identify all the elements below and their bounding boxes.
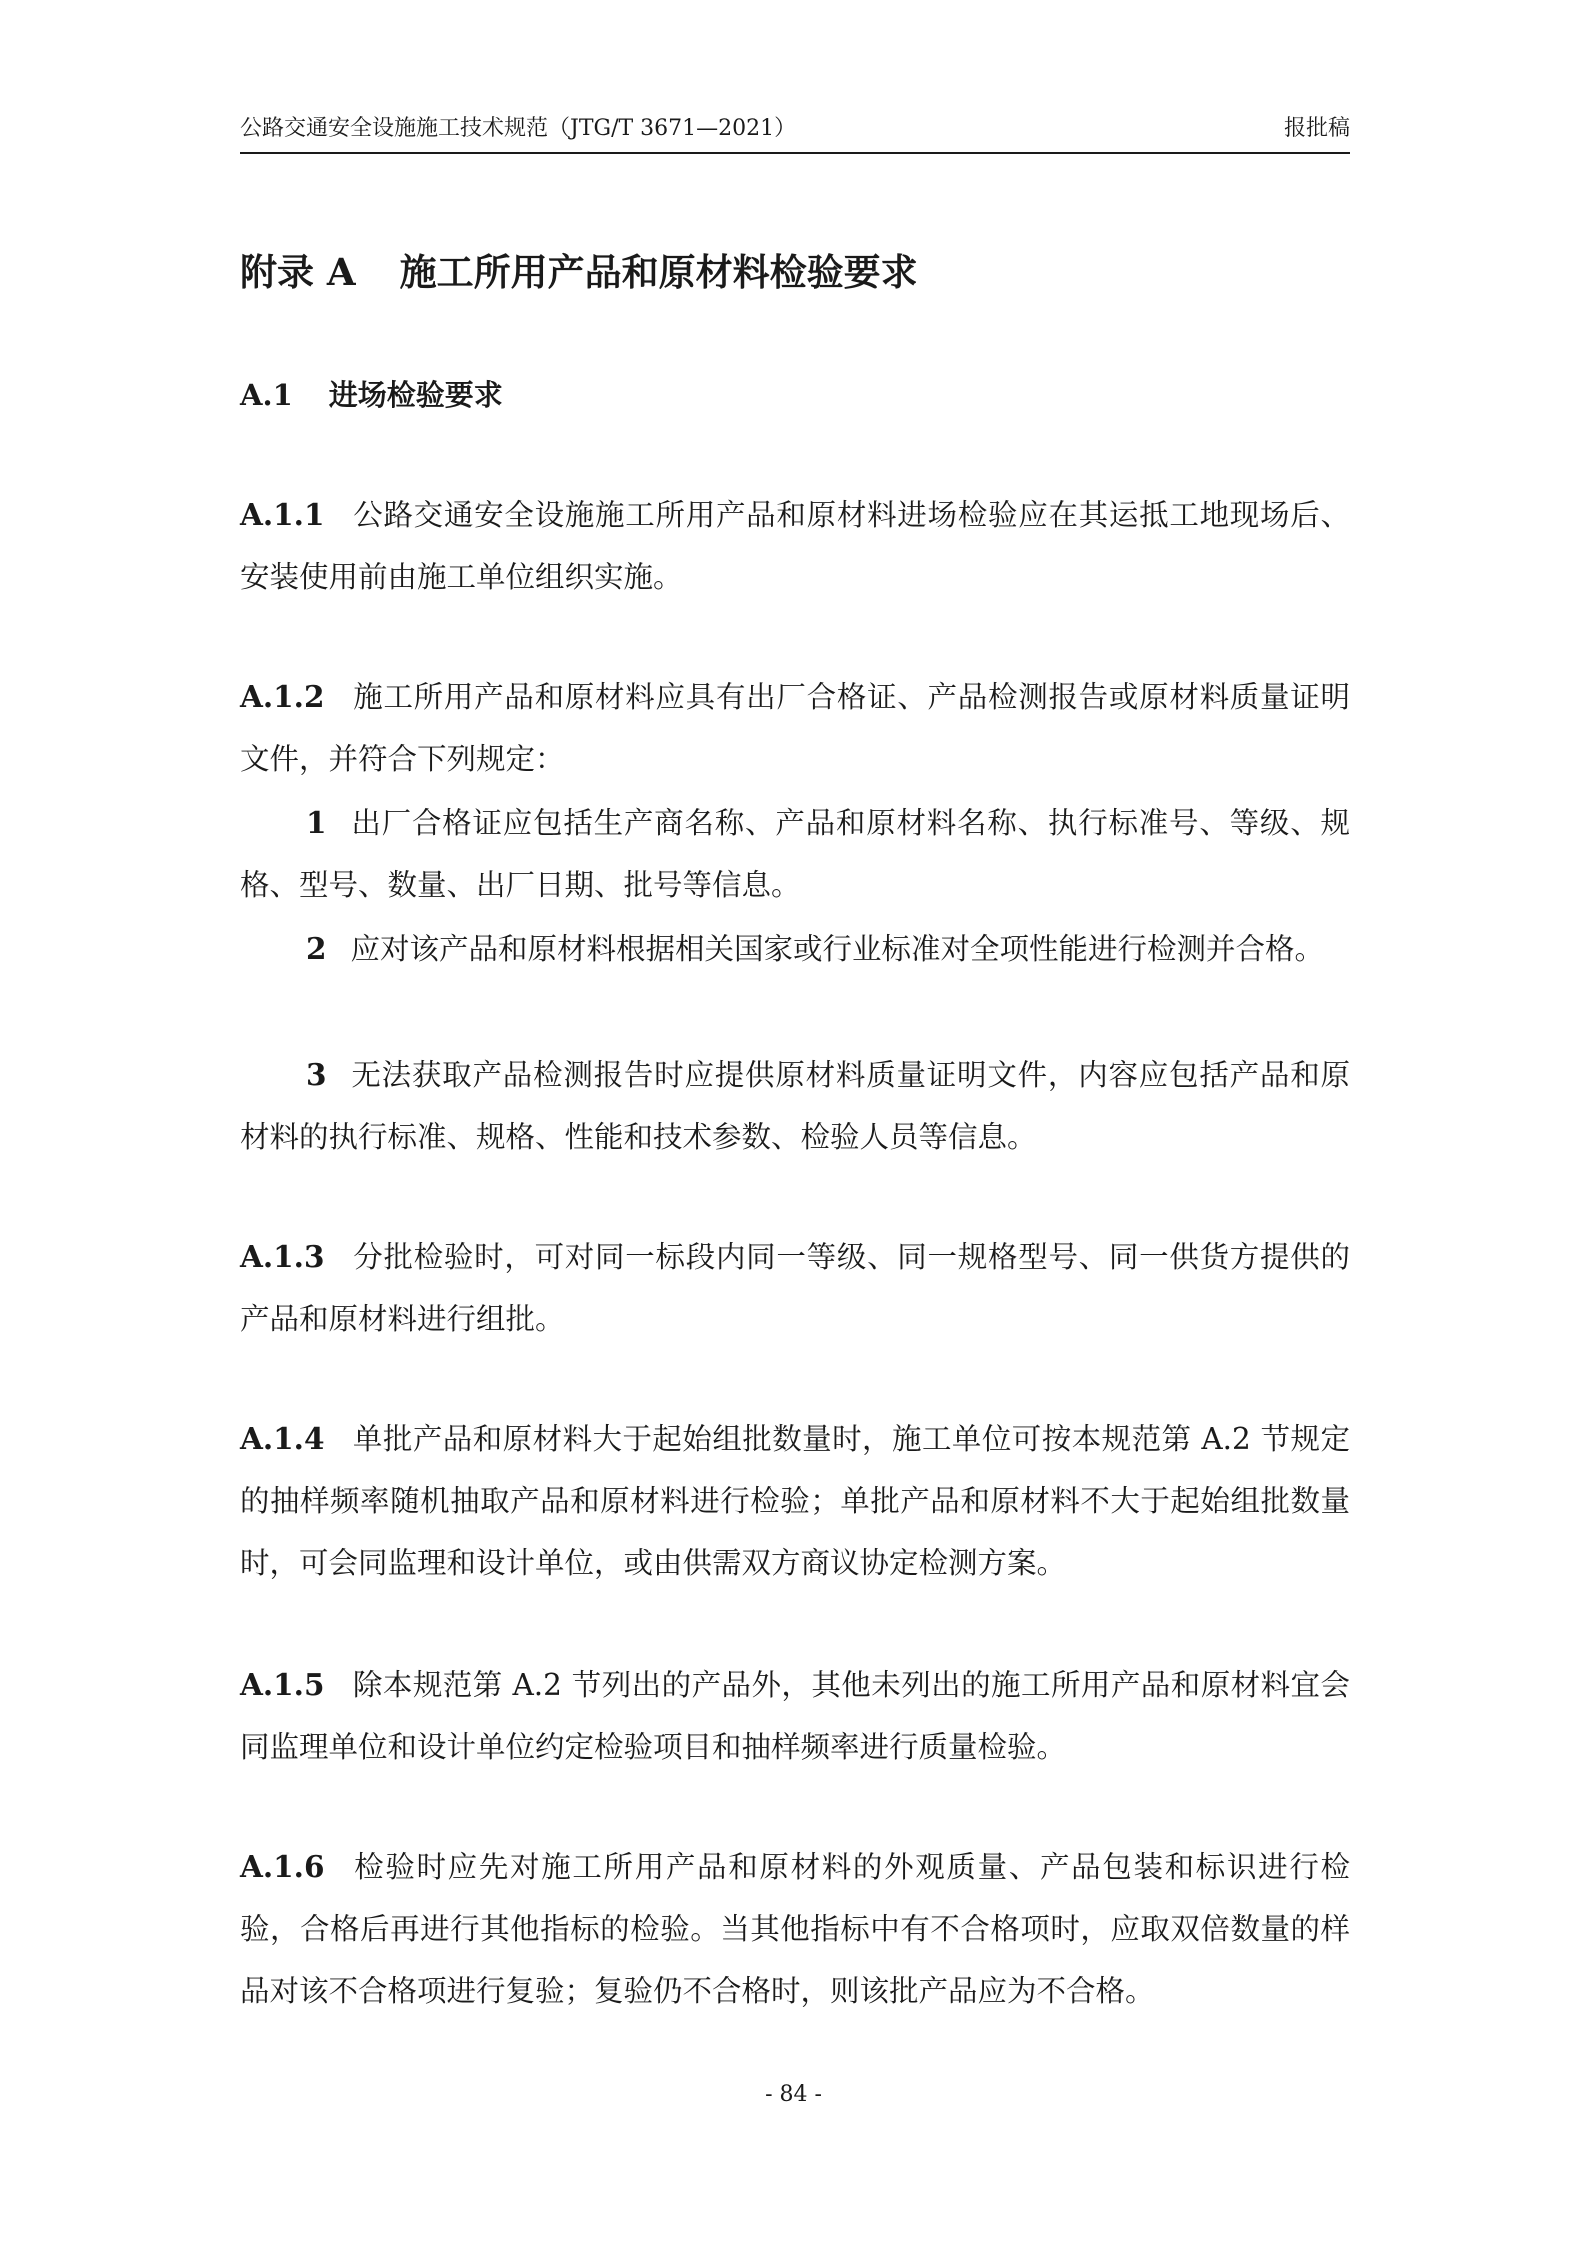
section-number: A.1 <box>240 378 293 412</box>
item-number: 3 <box>306 1057 327 1092</box>
clause-text: 单批产品和原材料大于起始组批数量时，施工单位可按本规范第 A.2 节规定的抽样频率随机抽取产品和原材料进行检验；单批产品和原材料不大于起始组批数量时，可会同监理和设计单位，或由供需双方商议协定检测方案。 <box>240 1422 1350 1580</box>
running-header <box>240 112 1350 154</box>
section-heading <box>240 370 503 420</box>
section-title: 进场检验要求 <box>328 378 503 412</box>
clause-a-1-4 <box>240 1408 1350 1594</box>
clause-number: A.1.2 <box>240 679 325 714</box>
item-number: 1 <box>306 805 327 840</box>
clause-text: 施工所用产品和原材料应具有出厂合格证、产品检测报告或原材料质量证明文件，并符合下列规定： <box>240 680 1350 776</box>
appendix-number: 附录 A <box>240 250 356 294</box>
clause-item-3 <box>240 1044 1350 1168</box>
item-text: 无法获取产品检测报告时应提供原材料质量证明文件，内容应包括产品和原材料的执行标准、规格、性能和技术参数、检验人员等信息。 <box>240 1058 1350 1154</box>
clause-a-1-6 <box>240 1836 1350 2022</box>
appendix-title: 施工所用产品和原材料检验要求 <box>399 250 918 294</box>
clause-number: A.1.1 <box>240 497 325 532</box>
clause-item-1 <box>240 792 1350 916</box>
clause-text: 分批检验时，可对同一标段内同一等级、同一规格型号、同一供货方提供的产品和原材料进行组批。 <box>240 1240 1350 1336</box>
clause-text: 检验时应先对施工所用产品和原材料的外观质量、产品包装和标识进行检验，合格后再进行其他指标的检验。当其他指标中有不合格项时，应取双倍数量的样品对该不合格项进行复验；复验仍不合格时，则该批产品应为不合格。 <box>240 1850 1350 2008</box>
document-title: 公路交通安全设施施工技术规范（JTG/T 3671—2021） <box>240 116 797 141</box>
item-text: 应对该产品和原材料根据相关国家或行业标准对全项性能进行检测并合格。 <box>350 932 1325 966</box>
clause-number: A.1.4 <box>240 1421 325 1456</box>
clause-a-1-3 <box>240 1226 1350 1350</box>
clause-a-1-5 <box>240 1654 1350 1778</box>
appendix-heading <box>240 242 918 302</box>
clause-a-1-2 <box>240 666 1350 790</box>
document-status: 报批稿 <box>1283 116 1350 141</box>
clause-number: A.1.5 <box>240 1667 325 1702</box>
item-text: 出厂合格证应包括生产商名称、产品和原材料名称、执行标准号、等级、规格、型号、数量、出厂日期、批号等信息。 <box>240 806 1350 902</box>
clause-number: A.1.6 <box>240 1849 325 1884</box>
item-number: 2 <box>306 931 327 966</box>
page-number: - 84 - <box>765 2082 822 2107</box>
clause-a-1-1 <box>240 484 1350 608</box>
clause-number: A.1.3 <box>240 1239 325 1274</box>
clause-text: 除本规范第 A.2 节列出的产品外，其他未列出的施工所用产品和原材料宜会同监理单位和设计单位约定检验项目和抽样频率进行质量检验。 <box>240 1668 1350 1764</box>
clause-text: 公路交通安全设施施工所用产品和原材料进场检验应在其运抵工地现场后、安装使用前由施工单位组织实施。 <box>240 498 1350 594</box>
clause-item-2 <box>240 918 1350 980</box>
